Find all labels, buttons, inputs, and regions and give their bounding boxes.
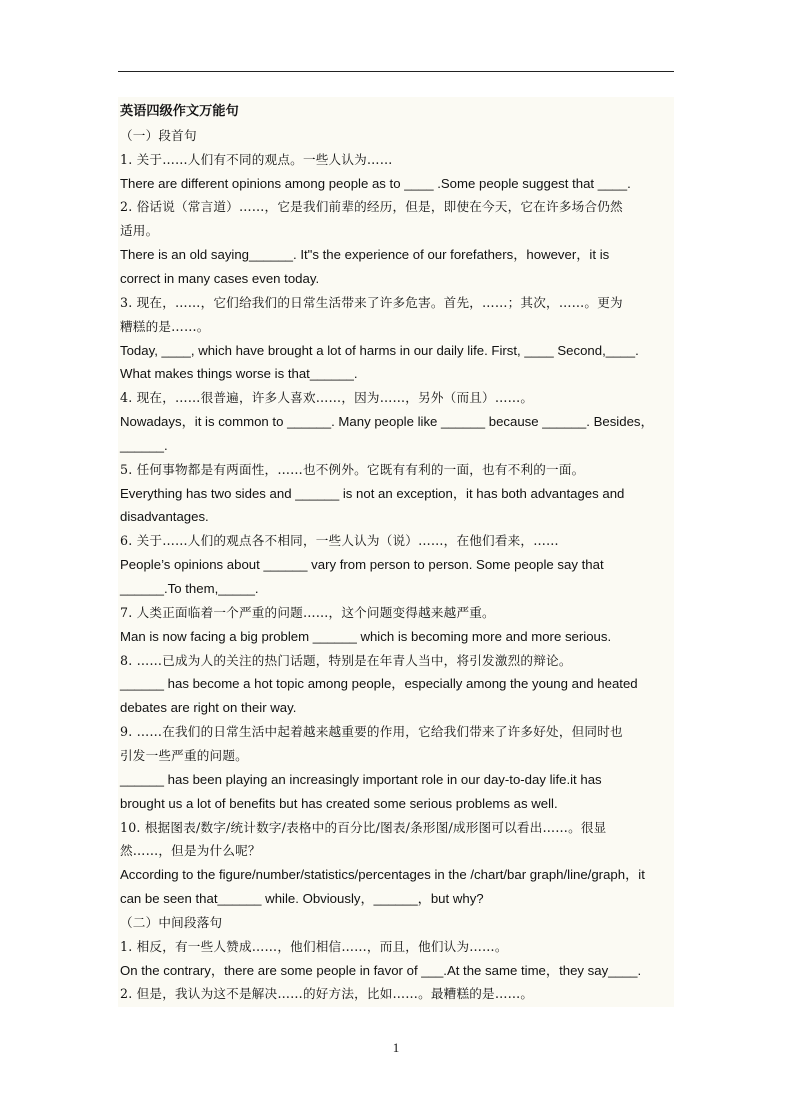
text-line: Man is now facing a big problem ______ which is becoming more and more serious.	[120, 628, 612, 644]
text-line: 4. 现在，……很普遍，许多人喜欢……，因为……，另外（而且）……。	[120, 390, 534, 406]
text-line: 1. 关于……人们有不同的观点。一些人认为……	[120, 151, 393, 167]
document-title: 英语四级作文万能句	[120, 104, 239, 119]
text-line: 3. 现在，……，它们给我们的日常生活带来了许多危害。首先，……；其次，……。更为	[120, 294, 623, 310]
text-line: There are different opinions among people as to ____ .Some people suggest that ____.	[120, 175, 631, 191]
text-line: On the contrary，there are some people in favor of ___.At the same time，they say____.	[120, 962, 642, 978]
text-line: debates are right on their way.	[120, 700, 297, 716]
text-line: 10. 根据图表/数字/统计数字/表格中的百分比/图表/条形图/成形图可以看出……。很显	[120, 819, 607, 835]
page-number: 1	[392, 1040, 400, 1055]
text-line: Today, ____, which have brought a lot of harms in our daily life. First, ____ Second,____.	[120, 342, 639, 358]
text-line: 9. ……在我们的日常生活中起着越来越重要的作用，它给我们带来了许多好处，但同时也	[120, 724, 623, 740]
text-line: Nowadays，it is common to ______. Many people like ______ because ______. Besides，	[120, 414, 654, 430]
text-line: 适用。	[120, 223, 159, 239]
text-line: correct in many cases even today.	[120, 270, 320, 286]
text-line: 1. 相反，有一些人赞成……，他们相信……，而且，他们认为……。	[120, 938, 508, 954]
text-line: 引发一些严重的问题。	[120, 747, 248, 763]
text-line: 然……，但是为什么呢？	[120, 843, 261, 859]
text-line: （一）段首句	[120, 127, 197, 143]
text-line: There is an old saying______. It"s the experience of our forefathers，however，it is	[120, 247, 610, 263]
text-line: disadvantages.	[120, 509, 209, 525]
text-line: 8. ……已成为人的关注的热门话题，特别是在年青人当中，将引发激烈的辩论。	[120, 652, 572, 668]
text-line: 6. 关于……人们的观点各不相同，一些人认为（说）……，在他们看来，……	[120, 533, 559, 549]
text-line: ______.To them,_____.	[120, 581, 259, 596]
document-body	[118, 97, 674, 1007]
text-line: ______.	[120, 437, 168, 453]
text-line: According to the figure/number/statistics/percentages in the /chart/bar graph/line/graph，it	[120, 867, 645, 883]
text-line: ______ has become a hot topic among people，especially among the young and heated	[120, 676, 638, 692]
header-rule	[118, 71, 674, 72]
text-line: （二）中间段落句	[120, 914, 223, 930]
text-line: ______ has been playing an increasingly important role in our day-to-day life.it has	[120, 771, 602, 787]
text-line: 2. 但是，我认为这不是解决……的好方法，比如……。最糟糕的是……。	[120, 986, 534, 1002]
text-line: can be seen that______ while. Obviously，______，but why?	[120, 891, 484, 907]
text-line: 5. 任何事物都是有两面性，……也不例外。它既有有利的一面，也有不利的一面。	[120, 461, 585, 477]
text-line: 7. 人类正面临着一个严重的问题……，这个问题变得越来越严重。	[120, 604, 495, 620]
text-line: People’s opinions about ______ vary from person to person. Some people say that	[120, 557, 604, 573]
text-line: 糟糕的是……。	[120, 318, 210, 334]
text-line: What makes things worse is that______.	[120, 366, 358, 382]
text-line: brought us a lot of benefits but has created some serious problems as well.	[120, 795, 558, 811]
text-line: Everything has two sides and ______ is not an exception，it has both advantages and	[120, 485, 625, 501]
text-line: 2. 俗话说（常言道）……，它是我们前辈的经历，但是，即使在今天，它在许多场合仍然	[120, 199, 623, 215]
